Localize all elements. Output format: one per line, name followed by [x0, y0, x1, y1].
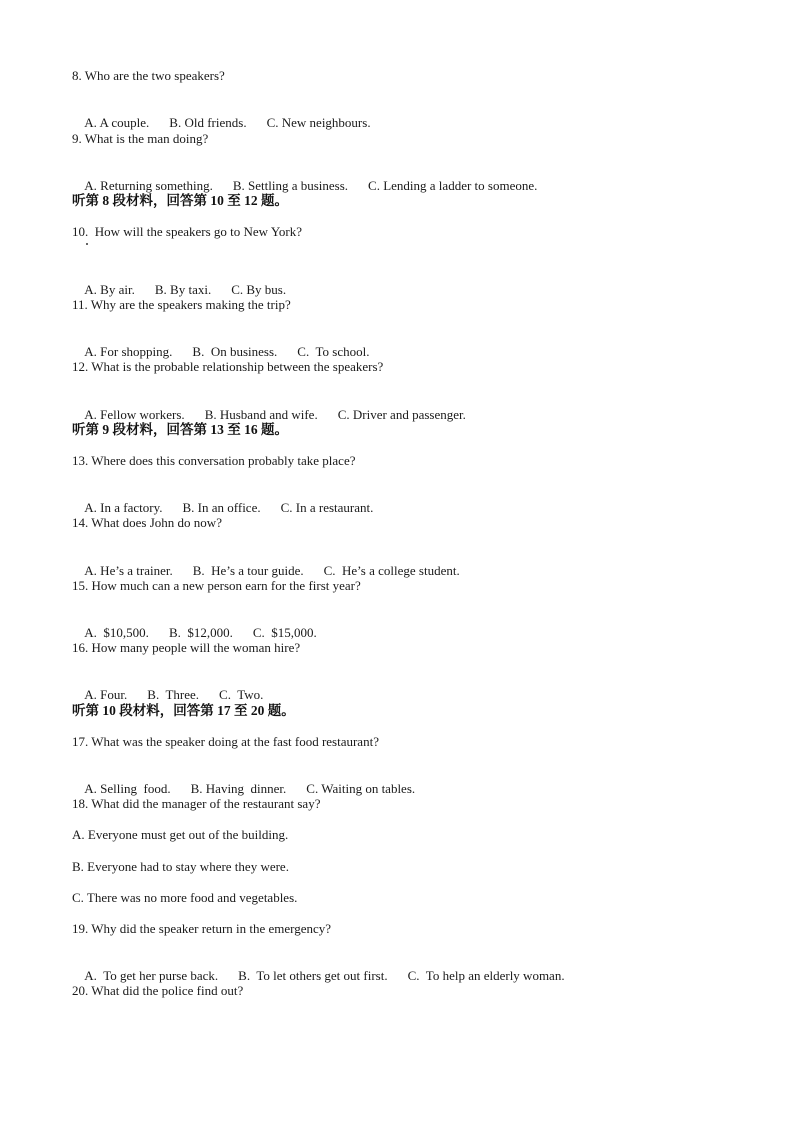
option-b: B. $12,000.: [168, 625, 233, 640]
option-18-c: C. There was no more food and vegetables.: [72, 890, 298, 905]
question-18: 18. What did the manager of the restaurant say?: [72, 796, 321, 811]
option-a: A. A couple.: [84, 115, 150, 130]
option-b: B. On business.: [192, 344, 278, 359]
option-c: C. New neighbours.: [266, 115, 371, 130]
option-c: C. Two.: [219, 687, 264, 702]
question-11: 11. Why are the speakers making the trip?: [72, 297, 291, 312]
option-a: A. By air.: [84, 282, 135, 297]
question-10: 10. How will the speakers go to New York?: [72, 224, 303, 239]
question-9: 9. What is the man doing?: [72, 131, 209, 146]
option-a: A. $10,500.: [84, 625, 149, 640]
section-heading-8: 听第 8 段材料，回答第 10 至 12 题。: [72, 193, 288, 208]
stray-dot: [86, 243, 88, 245]
question-14: 14. What does John do now?: [72, 515, 222, 530]
option-a: A. In a factory.: [84, 500, 163, 515]
option-a: A. Four.: [84, 687, 128, 702]
option-c: C. To school.: [297, 344, 370, 359]
option-c: C. Waiting on tables.: [306, 781, 416, 796]
option-b: B. Husband and wife.: [204, 407, 318, 422]
option-a: A. For shopping.: [84, 344, 173, 359]
option-b: B. He’s a tour guide.: [192, 563, 304, 578]
option-a: A. Fellow workers.: [84, 407, 185, 422]
option-b: B. Three.: [147, 687, 200, 702]
question-15: 15. How much can a new person earn for the first year?: [72, 578, 361, 593]
option-a: A. Returning something.: [84, 178, 213, 193]
option-b: B. Old friends.: [169, 115, 247, 130]
option-b: B. To let others get out first.: [238, 968, 388, 983]
section-heading-9: 听第 9 段材料，回答第 13 至 16 题。: [72, 422, 288, 437]
option-b: B. By taxi.: [154, 282, 212, 297]
option-18-b: B. Everyone had to stay where they were.: [72, 859, 289, 874]
option-c: C. He’s a college student.: [323, 563, 460, 578]
question-8: 8. Who are the two speakers?: [72, 68, 225, 83]
option-c: C. To help an elderly woman.: [407, 968, 565, 983]
option-c: C. By bus.: [231, 282, 287, 297]
option-c: C. In a restaurant.: [280, 500, 374, 515]
question-13: 13. Where does this conversation probably take place?: [72, 453, 356, 468]
option-c: C. Driver and passenger.: [337, 407, 466, 422]
option-18-a: A. Everyone must get out of the building.: [72, 827, 289, 842]
option-a: A. He’s a trainer.: [84, 563, 173, 578]
question-17: 17. What was the speaker doing at the fast food restaurant?: [72, 734, 379, 749]
option-a: A. To get her purse back.: [84, 968, 219, 983]
option-c: C. $15,000.: [252, 625, 317, 640]
question-12: 12. What is the probable relationship between the speakers?: [72, 359, 384, 374]
option-b: B. In an office.: [182, 500, 261, 515]
option-b: B. Having dinner.: [190, 781, 287, 796]
option-c: C. Lending a ladder to someone.: [368, 178, 538, 193]
option-b: B. Settling a business.: [232, 178, 349, 193]
section-heading-10: 听第 10 段材料，回答第 17 至 20 题。: [72, 703, 295, 718]
option-a: A. Selling food.: [84, 781, 171, 796]
question-19: 19. Why did the speaker return in the emergency?: [72, 921, 332, 936]
question-16: 16. How many people will the woman hire?: [72, 640, 301, 655]
question-20: 20. What did the police find out?: [72, 983, 244, 998]
